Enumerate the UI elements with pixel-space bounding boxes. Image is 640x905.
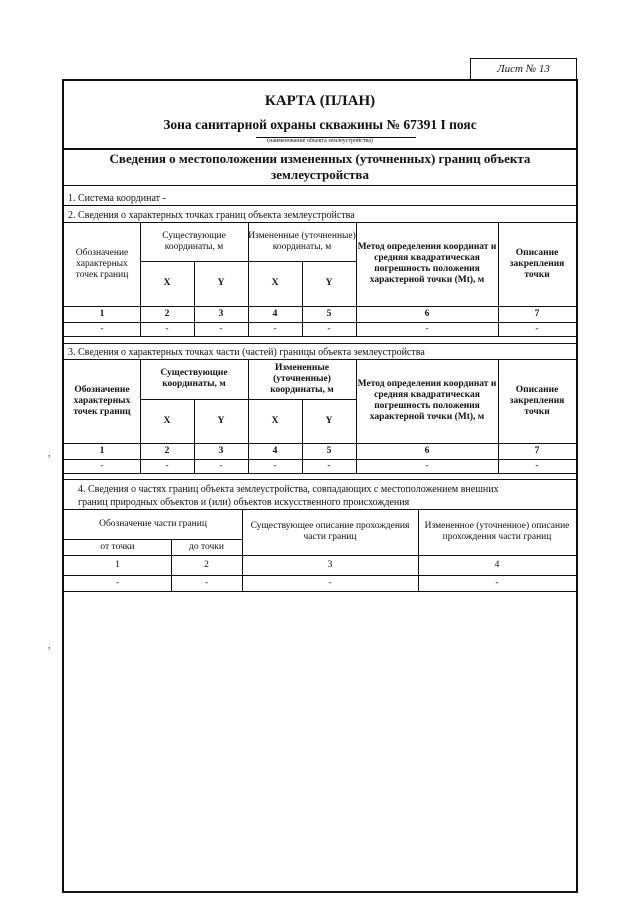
num-4: 4	[494, 559, 500, 570]
document-frame	[62, 79, 578, 893]
section3-label: 3. Сведения о характерных точках части (частей) границы объекта землеустройства	[68, 347, 425, 358]
table-cell: -	[165, 460, 169, 471]
table-cell: -	[327, 323, 331, 334]
table-cell: -	[327, 460, 331, 471]
table-cell: -	[100, 323, 104, 334]
section2-label: 2. Сведения о характерных точках границ объекта землеустройства	[68, 210, 355, 221]
num-1: 1	[115, 559, 120, 570]
col-existing-header: Существующие координаты, м	[162, 230, 226, 252]
num-2: 2	[164, 445, 170, 456]
num-1: 1	[99, 445, 105, 456]
table-cell: -	[165, 323, 169, 334]
col-designation-header: Обозначение характерных точек границ	[73, 384, 131, 417]
table-cell: -	[535, 323, 539, 334]
sheet-number	[470, 58, 577, 80]
table-cell: -	[115, 577, 120, 588]
table-cell: -	[328, 577, 332, 588]
col-method-header: Метод определения координат и средняя квадратическая погрешность положения характерной точки (Mt), м	[357, 379, 497, 422]
col-method-header: Метод определения координат и средняя квадратическая погрешность положения характерной точки (Mt), м	[357, 242, 497, 285]
num-2: 2	[204, 559, 209, 570]
map-title: КАРТА (ПЛАН)	[264, 93, 376, 109]
num-5: 5	[326, 308, 332, 319]
col-changed-x: X	[271, 415, 279, 426]
num-6: 6	[424, 308, 430, 319]
table-cell: -	[425, 323, 429, 334]
margin-mark: ,	[48, 640, 51, 651]
num-7: 7	[534, 308, 540, 319]
num-4: 4	[272, 308, 278, 319]
num-3: 3	[327, 559, 333, 570]
col-existing-x: X	[163, 278, 171, 288]
num-7: 7	[534, 445, 540, 456]
col-existing-x: X	[163, 415, 171, 426]
col-from-header: от точки	[100, 541, 135, 552]
num-2: 2	[164, 308, 170, 319]
num-3: 3	[218, 445, 224, 456]
num-4: 4	[272, 445, 278, 456]
coord-system-label: 1. Система координат -	[68, 193, 166, 204]
col-changed-desc-header: Измененное (уточненное) описание прохождения части границ	[424, 521, 570, 542]
table-cell: -	[273, 323, 277, 334]
num-6: 6	[424, 445, 430, 456]
col-desc-header: Описание закрепления точки	[509, 247, 565, 280]
col-existing-header: Существующие координаты, м	[160, 368, 228, 389]
section4-label-line2: границ природных объектов и (или) объектов искусственного происхождения	[78, 497, 410, 508]
table-cell: -	[219, 460, 223, 471]
col-part-header: Обозначение части границ	[99, 518, 207, 529]
col-changed-x: X	[271, 278, 279, 288]
col-changed-header: Измененные (уточненные) координаты, м	[270, 362, 334, 395]
num-5: 5	[326, 445, 332, 456]
col-changed-y: Y	[325, 278, 333, 288]
table-cell: -	[273, 460, 277, 471]
table-cell: -	[204, 577, 209, 588]
sheet-number-text: Лист № 13	[497, 63, 550, 75]
table-cell: -	[100, 460, 104, 471]
col-changed-header: Измененные (уточненные) координаты, м	[248, 230, 356, 252]
table-cell: -	[219, 323, 223, 334]
num-1: 1	[99, 308, 105, 319]
section-title-line2: землеустройства	[271, 167, 369, 182]
col-changed-y: Y	[325, 415, 333, 426]
table-cell: -	[425, 460, 429, 471]
table-cell: -	[535, 460, 539, 471]
col-desc-header: Описание закрепления точки	[509, 384, 565, 417]
section4-label-line1: 4. Сведения о частях границ объекта землеустройства, совпадающих с местоположением внешних	[78, 484, 499, 495]
zone-title: Зона санитарной охраны скважины № 67391 I пояс	[163, 117, 477, 132]
col-existing-y: Y	[217, 278, 225, 288]
col-to-header: до точки	[189, 541, 224, 552]
num-3: 3	[218, 308, 224, 319]
section-title-line1: Сведения о местоположении измененных (уточненных) границ объекта	[109, 151, 531, 166]
col-existing-desc-header: Существующее описание прохождения части границ	[250, 521, 410, 542]
zone-caption: (наименование объекта землеустройства)	[267, 138, 373, 144]
col-designation-header: Обозначение характерных точек границ	[75, 247, 129, 280]
margin-mark: ,	[48, 448, 51, 459]
table-cell: -	[495, 577, 499, 588]
col-existing-y: Y	[217, 415, 225, 426]
